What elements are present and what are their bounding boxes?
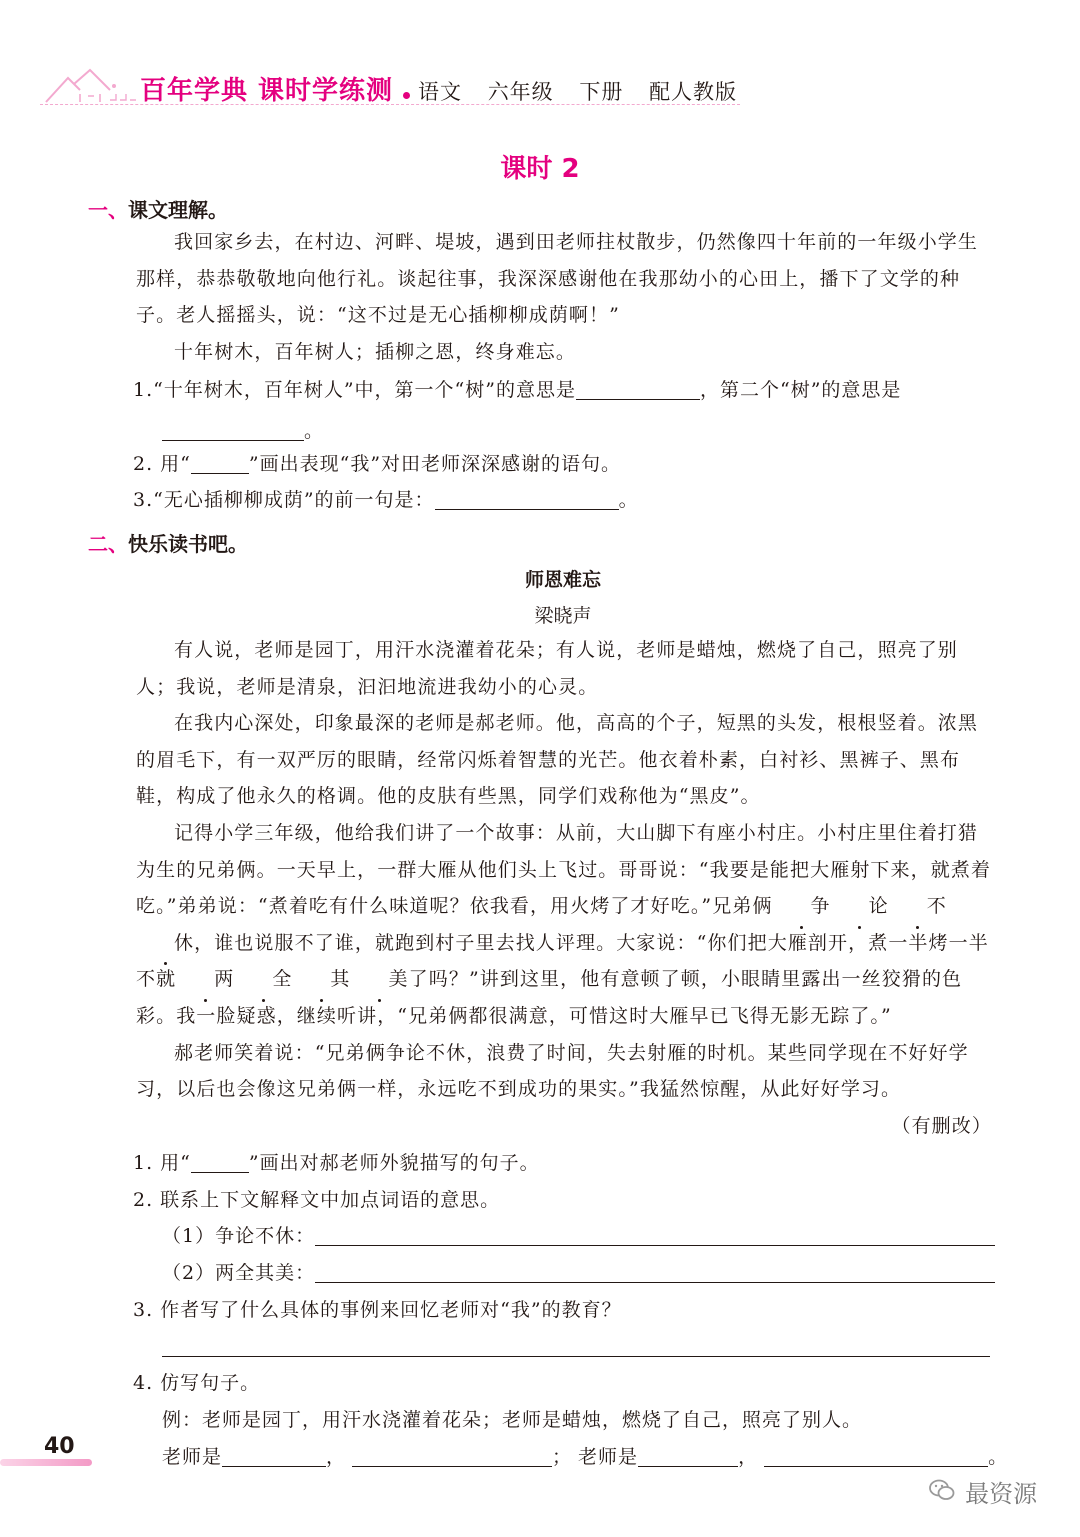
section2-question-3: 3. 作者写了什么具体的事例来回忆老师对“我”的教育？ — [133, 1299, 622, 1321]
wechat-icon — [928, 1478, 956, 1506]
section2-question-2: 2. 联系上下文解释文中加点词语的意思。 — [133, 1189, 501, 1211]
subject-label: 语文 — [418, 80, 462, 104]
answer-line[interactable] — [162, 1356, 990, 1357]
section2-question-4: 4. 仿写句子。 — [133, 1372, 261, 1394]
dotted-char: 其 — [292, 961, 350, 998]
section2-title: 快乐读书吧。 — [128, 532, 248, 556]
dotted-char: 美 — [351, 961, 409, 998]
article-note: （有删改） — [891, 1114, 992, 1137]
watermark — [928, 1474, 1037, 1509]
dotted-term-2 — [176, 968, 408, 990]
dotted-char: 争 — [773, 888, 831, 925]
article-paragraph-4: 郝老师笑着说：“兄弟俩争论不休，浪费了时间，失去射雁的时机。某些同学现在不好好学习，以后也会像这兄弟俩一样，永远吃不到成功的果实。”我猛然惊醒，从此好好学习。 — [136, 1041, 969, 1101]
dotted-char: 不 — [889, 888, 947, 925]
section2-question-2-2: （2）两全其美： — [162, 1255, 995, 1291]
section2-question-2-1: （1）争论不休： — [162, 1218, 995, 1254]
article-paragraph-1: 有人说，老师是园丁，用汗水浇灌着花朵；有人说，老师是蜡烛，燃烧了自己，照亮了别人；我说，老师是清泉，汩汩地流进我幼小的心灵。 — [136, 639, 958, 698]
page-number: 40 — [44, 1434, 75, 1459]
answer-blank[interactable] — [638, 1444, 738, 1467]
section1-passage — [136, 224, 992, 370]
example-sentence: 例：老师是园丁，用汗水浇灌着花朵；老师是蜡烛，燃烧了自己，照亮了别人。 — [162, 1409, 863, 1431]
dotted-char: 全 — [234, 961, 292, 998]
imitation-fill: 老师是 ， ； 老师是 ， 。 — [162, 1446, 1009, 1468]
house-icon — [40, 64, 140, 108]
section1-question-1-cont: 。 — [162, 413, 324, 449]
section1-question-1: 1.“十年树木，百年树人”中，第一个“树”的意思是 ，第二个“树”的意思是 — [133, 379, 902, 401]
article-body — [136, 632, 992, 1144]
section1-number: 一、 — [88, 198, 128, 222]
section1-heading — [88, 194, 228, 223]
dotted-char: 论 — [831, 888, 889, 925]
volume-label: 下册 — [579, 80, 624, 104]
article-author: 梁晓声 — [534, 605, 592, 627]
article-paragraph-3: 记得小学三年级，他给我们讲了一个故事：从前，大山脚下有座小村庄。小村庄里住着打猎为生的兄弟俩。一天早上，一群大雁从他们头上飞过。哥哥说：“我要是能把大雁射下来，就煮着吃。”弟弟说：“煮着吃有什么味道呢？依我看，用火烤了才好吃。”兄弟俩 争 论 不休，谁也说服不了谁，就跑到村子里去找人评理。大家说：“你们把大雁剖开，煮一半烤一半不就 两 全 其 美了吗？”讲到这里，他有意顿了顿，小眼睛里露出一丝狡猾的色彩。我一脸疑惑，继续听讲，“兄弟俩都很满意，可惜这时大雁早已飞得无影无踪了。” — [136, 821, 992, 1027]
section1-question-2: 2. 用“ ”画出表现“我”对田老师深深感谢的语句。 — [133, 453, 622, 475]
dotted-char: 两 — [176, 961, 234, 998]
article-title: 师恩难忘 — [524, 569, 601, 591]
underline-sample — [191, 1150, 249, 1173]
underline-sample — [191, 451, 249, 474]
answer-blank[interactable] — [435, 487, 619, 510]
answer-blank[interactable] — [576, 377, 700, 400]
section1-paragraph-1: 我回家乡去，在村边、河畔、堤坡，遇到田老师拄杖散步，仍然像四十年前的一年级小学生那样，恭恭敬敬地向他行礼。谈起往事，我深深感谢他在我那幼小的心田上，播下了文学的种子。老人摇摇头，说：“这不过是无心插柳柳成荫啊！” — [136, 231, 979, 327]
answer-line[interactable] — [315, 1223, 995, 1246]
watermark-text: 最资源 — [965, 1480, 1038, 1508]
section2-number: 二、 — [88, 532, 128, 556]
answer-line[interactable] — [315, 1260, 995, 1283]
section1-paragraph-2: 十年树木，百年树人；插柳之恩，终身难忘。 — [174, 340, 577, 363]
edition-label: 配人教版 — [649, 80, 738, 104]
lesson-title: 课时 2 — [500, 154, 580, 184]
answer-blank[interactable] — [764, 1444, 988, 1467]
header-decoration — [40, 64, 140, 108]
section1-question-3: 3.“无心插柳柳成荫”的前一句是： 。 — [133, 489, 639, 511]
brand-title: 百年学典 课时学练测 — [140, 76, 394, 106]
answer-blank[interactable] — [352, 1444, 552, 1467]
section2-question-1: 1. 用“ ”画出对郝老师外貌描写的句子。 — [133, 1152, 540, 1174]
footer-bar — [0, 1459, 92, 1466]
grade-label: 六年级 — [487, 80, 554, 104]
dotted-char: 休 — [136, 925, 194, 962]
answer-blank[interactable] — [222, 1444, 326, 1467]
section2-heading — [88, 528, 248, 557]
header-meta — [418, 76, 737, 106]
section1-title: 课文理解。 — [128, 198, 228, 222]
answer-blank[interactable] — [162, 418, 304, 441]
brand-dot — [403, 92, 410, 99]
article-paragraph-2: 在我内心深处，印象最深的老师是郝老师。他，高高的个子，短黑的头发，根根竖着。浓黑的眉毛下，有一双严厉的眼睛，经常闪烁着智慧的光芒。他衣着朴素，白衬衫、黑裤子、黑布鞋，构成了他永久的格调。他的皮肤有些黑，同学们戏称他为“黑皮”。 — [136, 712, 979, 808]
